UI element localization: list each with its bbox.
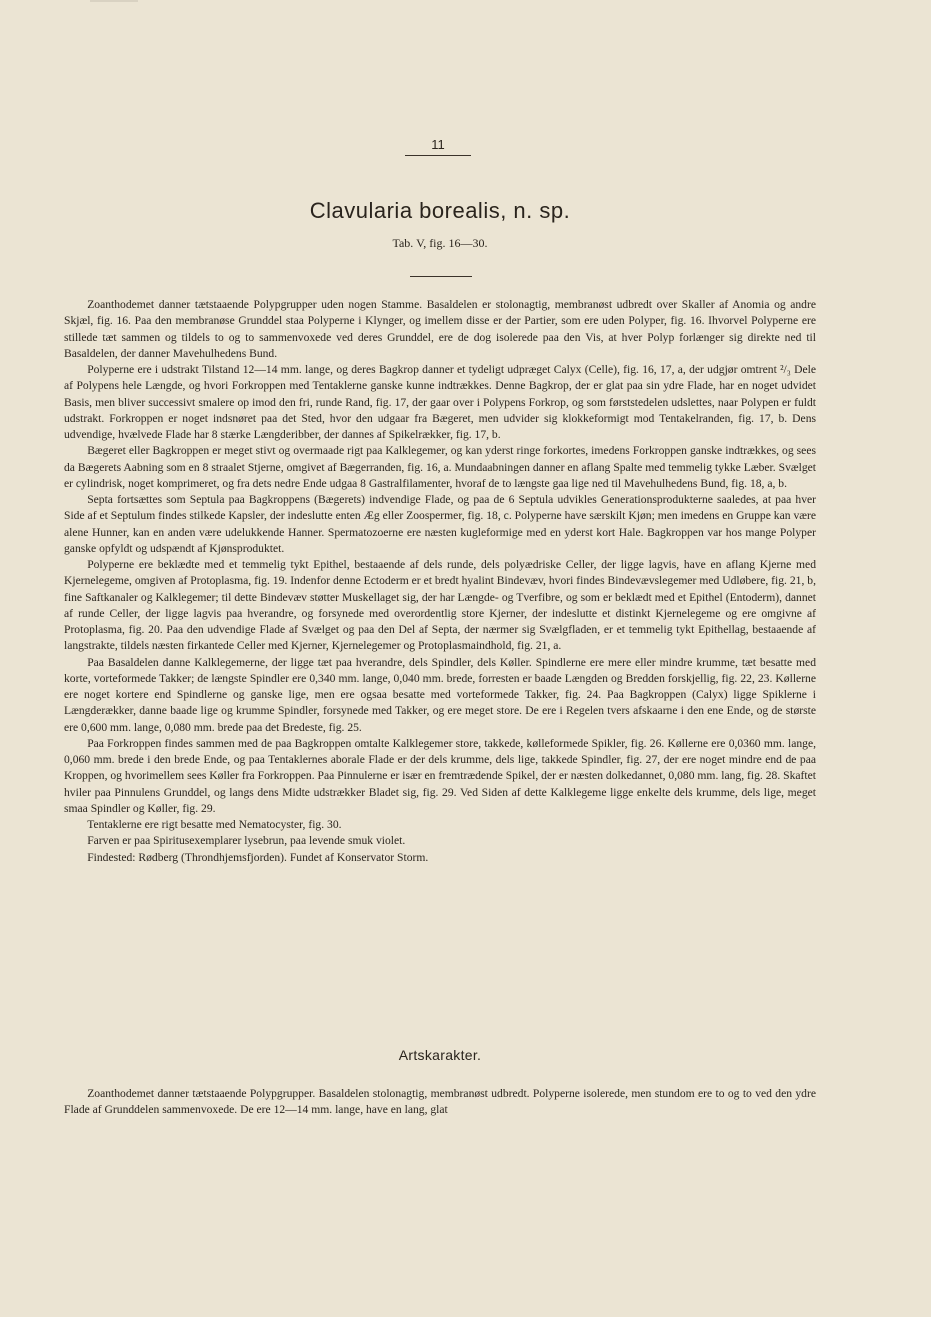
scan-edge-mark xyxy=(90,0,138,2)
species-title: Clavularia borealis, n. sp. xyxy=(309,198,571,223)
title-divider xyxy=(410,276,472,277)
paragraph: Polyperne ere i udstrakt Tilstand 12—14 mm. lange, og deres Bagkrop danner et tydeligt udpræget Calyx (Celle), fig. 16, 17, a, der udgjør omtrent ²/₃ Dele af Polypens hele Længde, og hvori Forkroppen med Tentaklerne ganske kunne indtrækkes. Denne Bagkrop, der er glat paa sin ydre Flade, har en noget udvidet Basis, men bliver successivt smalere op imod den fri, runde Rand, fig. 17, der gaar over i Polypens Forkrop, og som førststedelen udslettes, naar Polypen er fuldt udstrakt. Forkroppen er noget indsnøret paa det Sted, hvor den udgaar fra Bægeret, men udvider sig klokkeformigt mod Tentakelranden, fig. 17, b. Dens udvendige, hvælvede Flade har 8 stærke Længderibber, der dannes af Spikelrækker, fig. 17, b. xyxy=(64,363,816,441)
paragraph: Zoanthodemet danner tætstaaende Polypgrupper uden nogen Stamme. Basaldelen er stolonagtig, membranøst udbredt over Skaller af Anomia og andre Skjæl, fig. 16. Paa den membranøse Grunddel staa Polyperne i Klynger, og imellem disse er der Partier, som ere uden Polyper, fig. 16. Ihvorvel Polyperne ere stillede tæt sammen og tildels to og to sammenvoxede ved deres Grunddel, ere de dog isolerede paa den Vis, at hver Polyp forlænger sig direkte ned til Basaldelen, der danner Mavehulhedens Bund. xyxy=(64,298,816,360)
page-number: 11 xyxy=(405,137,471,156)
paragraph: Findested: Rødberg (Throndhjemsfjorden). Fundet af Konservator Storm. xyxy=(87,850,429,864)
paragraph: Septa fortsættes som Septula paa Bagkroppens (Bægerets) indvendige Flade, og paa de 6 Septula udvikles Generationsprodukterne saaledes, at paa hver Side af et Septulum findes stilkede Kapsler, der indeslutte enten Æg eller Zoospermer, fig. 18, c. Polyperne have særskilt Kjøn; men imedens en Gruppe kan være alene Hunner, kan en anden være udelukkende Hanner. Spermatozoerne ere næsten kugleformige med en yderst kort Hale. Bagkroppen var hos mange Polyper ganske opfyldt og udspændt af Kjønsproduktet. xyxy=(64,493,816,555)
paragraph: Paa Basaldelen danne Kalklegemerne, der ligge tæt paa hverandre, dels Spindler, dels Køller. Spindlerne ere mere eller mindre krumme, tæt besatte med korte, vorteformede Takker; de længste Spindler ere 0,340 mm. lange, 0,040 mm. brede, forresten er baade Længden og Bredden forskjellig, fig. 22, 23. Køllerne ere noget kortere end Spindlerne og ganske lige, men ere ogsaa besatte med vorteformede Takker, fig. 24. Paa Bagkroppen (Calyx) ligge Spiklerne i Længderækker, danne baade lige og krumme Spindler, forsynede med Takker, og ere meget store. De ere i Regelen tvers afskaarne i den ene Ende, og de største ere 0,600 mm. lange, 0,080 mm. brede paa det Bredeste, fig. 25. xyxy=(64,655,816,734)
plate-reference: Tab. V, fig. 16—30. xyxy=(392,236,488,250)
paragraph: Paa Forkroppen findes sammen med de paa Bagkroppen omtalte Kalklegemer store, takkede, kølleformede Spikler, fig. 26. Køllerne ere 0,0360 mm. lange, 0,060 mm. brede i den brede Ende, og paa Tentaklernes aborale Flade er der dels krumme, dels lige, takkede Spindler, fig. 27, der ere noget mindre end de paa Kroppen, og hvorimellem sees Køller fra Forkroppen. Paa Pinnulerne er især en fremtrædende Spikel, der er næsten dolkedannet, 0,080 mm. lang, fig. 28. Skaftet hviler paa Pinnulens Grunddel, og langs dens Midte udstrækker Bladet sig, fig. 29. Ved Siden af dette Kalklegeme ligge enkelte dels krumme, dels lige, meget smaa Spindler og Køller, fig. 29. xyxy=(64,736,816,815)
diagnosis-body xyxy=(64,1086,816,1119)
description-body xyxy=(64,297,816,866)
paragraph: Polyperne ere beklædte med et temmelig tykt Epithel, bestaaende af dels runde, dels polyædriske Celler, der ligge lagvis, have en aflang Kjerne med Kjernelegeme, omgiven af Protoplasma, fig. 19. Indenfor denne Ectoderm er et bredt hyalint Bindevæv, hvori findes Bindevævslegemer med Udløbere, fig. 21, b, fine Saftkanaler og Kalklegemer; til dette Bindevæv støtter Muskellaget sig, der har Længde- og Tverfibre, og som er beklædt med et Epithel (Entoderm), dannet af runde Celler, der ligge lagvis paa hverandre, og forsynede med overordentlig store Kjerner, der indeslutte et distinkt Kjernelegeme og ere omgivne af Protoplasma, fig. 20. Paa den udvendige Flade af Svælget og paa den Del af Septa, der nærmer sig Svælgfladen, er et temmelig tykt Epithellag, bestaaende af langstrakte, tildels næsten firkantede Celler med Kjerner, Kjernelegemer og Protoplasmaindhold, fig. 21, a. xyxy=(64,558,816,653)
paragraph: Zoanthodemet danner tætstaaende Polypgrupper. Basaldelen stolonagtig, membranøst udbredt. Polyperne isolerede, men stundom ere to og to ved den ydre Flade af Grunddelen sammenvoxede. De ere 12—14 mm. lange, have en lang, glat xyxy=(64,1087,816,1117)
paragraph: Tentaklerne ere rigt besatte med Nematocyster, fig. 30. xyxy=(87,818,342,831)
paragraph: Bægeret eller Bagkroppen er meget stivt og overmaade rigt paa Kalklegemer, og kan yderst ringe forkortes, imedens Forkroppen ganske indtrækkes, og sees da Bægerets Aabning som en 8 straalet Stjerne, omgivet af Bægerranden, fig. 16, a. Mundaabningen danner en aflang Spalte med temmelig tykke Læber. Svælget er cylindrisk, noget komprimeret, og fra dets nedre Ende udgaa 8 Gastralfilamenter, hvoraf de to længste gaa lige ned til Mavehulhedens Bund, fig. 18, a, b. xyxy=(64,444,816,490)
paragraph: Farven er paa Spiritusexemplarer lysebrun, paa levende smuk violet. xyxy=(87,834,406,848)
section-heading: Artskarakter. xyxy=(398,1047,482,1063)
